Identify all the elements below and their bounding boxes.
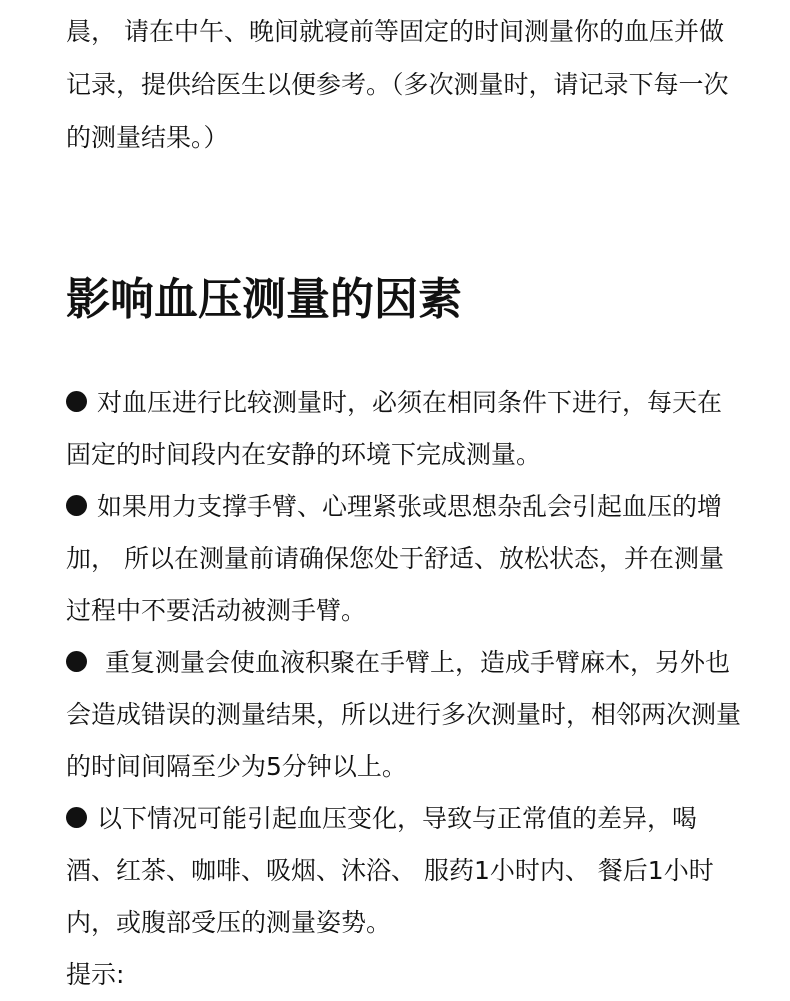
article-content	[66, 0, 746, 1001]
list-item-text: 重复测量会使血液积聚在手臂上，造成手臂麻木，另外也会造成错误的测量结果，所以进行多次测量时，相邻两次测量的时间间隔至少为5分钟以上。	[66, 648, 742, 781]
bullet-dot-icon	[66, 807, 87, 828]
list-item-text: 对血压进行比较测量时，必须在相同条件下进行，每天在固定的时间段内在安静的环境下完成测量。	[66, 388, 723, 469]
list-item-text: 如果用力支撑手臂、心理紧张或思想杂乱会引起血压的增加， 所以在测量前请确保您处于舒适、放松状态，并在测量过程中不要活动被测手臂。	[66, 492, 724, 625]
bullet-dot-icon	[66, 495, 87, 516]
list-item	[66, 793, 746, 949]
bullet-dot-icon	[66, 391, 87, 412]
section-heading: 影响血压测量的因素	[66, 274, 462, 325]
list-item-text: 以下情况可能引起血压变化，导致与正常值的差异，喝酒、红茶、咖啡、吸烟、沐浴、 服药1小时内、 餐后1小时内，或腹部受压的测量姿势。	[66, 804, 714, 937]
list-item	[66, 481, 746, 637]
list-item	[66, 637, 746, 793]
list-item	[66, 377, 746, 481]
factor-list	[66, 377, 746, 949]
bullet-dot-icon	[66, 651, 87, 672]
intro-paragraph: 晨， 请在中午、晚间就寝前等固定的时间测量你的血压并做记录，提供给医生以便参考。（多次测量时，请记录下每一次的测量结果。）	[66, 17, 729, 152]
tip-label: 提示:	[66, 960, 125, 989]
